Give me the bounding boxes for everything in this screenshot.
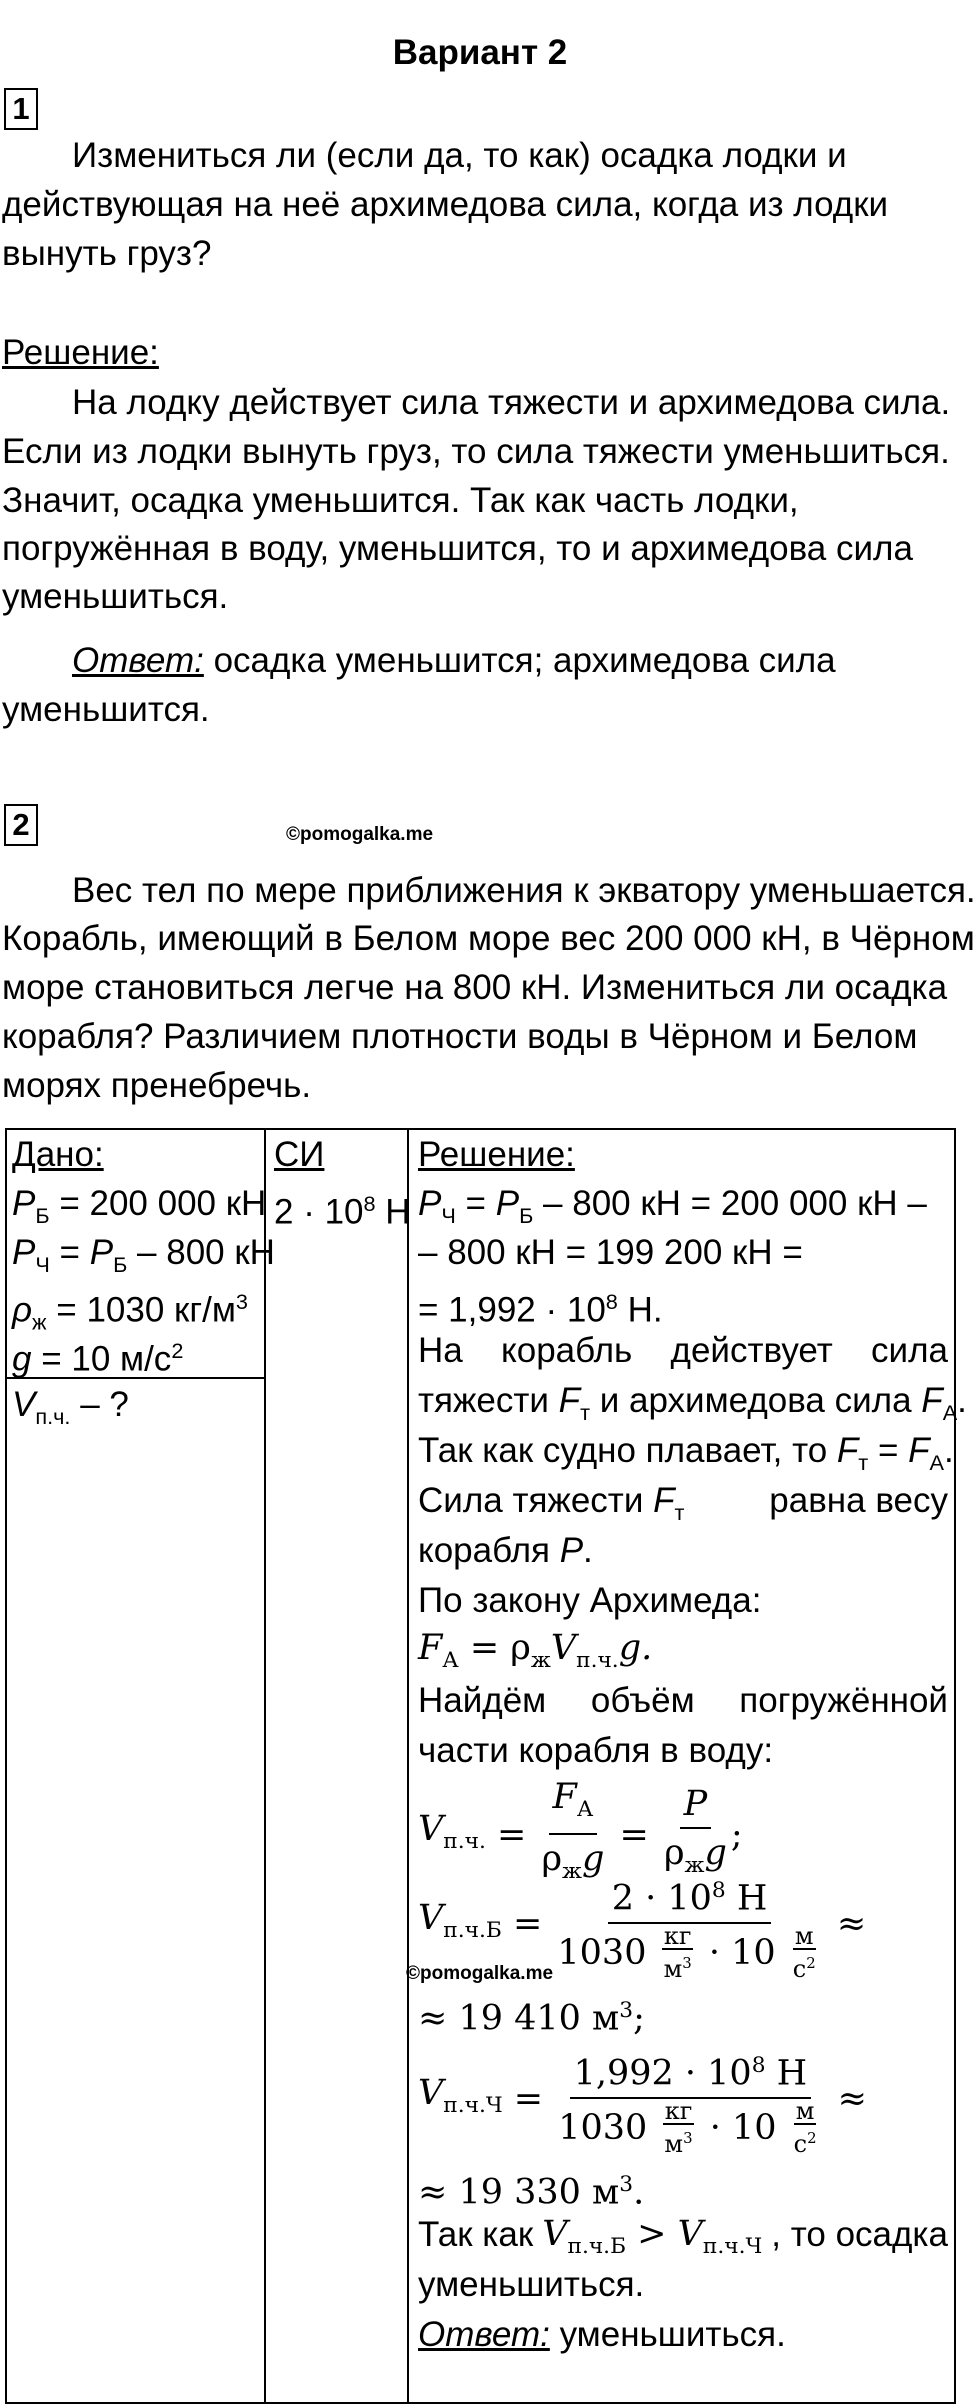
volume-white-sea-formula: $V_{п.ч.Б}$ = $2 \cdot 10^8$ Н 1030 $\frac{кг}{м^3}$ · 10 $\frac{м}{с^2}$ ≈ [418,1868,866,1982]
fraction: $\frac{F_А}{\rho_жg}$ [537,1774,608,1896]
result-black-sea: ≈ 19 330 $м^3$. [418,2172,645,2213]
table-divider-1 [264,1130,266,2402]
conclusion-line: Так как $V_{п.ч.Б} > V_{п.ч.Ч}$ , то осадка [418,2214,948,2259]
task2-question-line1: Вес тел по мере приближения к экватору уменьшается. [72,871,976,910]
task2-question-line2: Корабль, имеющий в Белом море вес 200 000 кН, в Чёрном [2,919,975,958]
task2-answer [418,2310,786,2359]
solution-line: = $1,992 \cdot 10^8$ Н. [418,1289,663,1330]
task1-answer-label: Ответ: [72,641,204,680]
solution-line: Сила тяжести $F_т$ равна весу [418,1481,948,1525]
task2-question-line4: корабля? Различием плотности воды в Чёрном и Белом [2,1017,918,1056]
task1-question-line1: Измениться ли (если да, то как) осадка лодки и [72,136,847,175]
si-label: СИ [274,1135,325,1174]
solution-line: тяжести $F_т$ и архимедова сила $F_А$. [418,1381,967,1425]
task2-answer-text: уменьшиться. [549,2315,786,2354]
watermark: ©pomogalka.me [286,824,434,845]
task-number-2: 2 [4,804,38,846]
task1-question-line2: действующая на неё архимедова сила, когда из лодки [2,185,889,224]
solution-line: корабля P. [418,1531,593,1570]
volume-black-sea-formula: $V_{п.ч.Ч}$ = $1,992 \cdot 10^8$ Н 1030 $\frac{кг}{м^3}$ · 10 $\frac{м}{с^2}$ ≈ [418,2043,867,2157]
fraction: $\frac{P}{\rho_жg}$ [660,1781,731,1890]
task1-solution-line1: На лодку действует сила тяжести и архимедова сила. [72,383,951,422]
page-title: Вариант 2 [392,33,568,72]
find-item: $V_{п.ч.}$ – ? [12,1385,129,1429]
given-label: Дано: [12,1135,104,1174]
solution-line: – 800 кН = 199 200 кН = [418,1233,803,1272]
task1-solution-line5: уменьшиться. [2,577,229,616]
task2-question-line3: море становиться легче на 800 кН. Измениться ли осадка [2,968,948,1007]
solution-line: $P_Ч = P_Б - 800$ кН = 200 000 кН – [418,1184,927,1228]
task1-solution-line4: погружённая в воду, уменьшится, то и архимедова сила [2,529,913,568]
solution-line: части корабля в воду: [418,1731,774,1770]
task1-answer-line2: уменьшится. [2,690,210,729]
result-white-sea: ≈ 19 410 $м^3$; [418,1998,645,2039]
conclusion-line2: уменьшиться. [418,2265,645,2304]
task2-question-line5: морях пренебречь. [2,1066,312,1105]
solution-label: Решение: [418,1135,575,1174]
task1-solution-line3: Значит, осадка уменьшится. Так как часть лодки, [2,481,799,520]
watermark: ©pomogalka.me [406,1963,554,1984]
task1-answer-text: осадка уменьшится; архимедова сила [203,641,836,680]
task1-solution-line2: Если из лодки вынуть груз, то сила тяжести уменьшиться. [2,432,950,471]
solution-line: На корабль действует сила [418,1331,948,1370]
task1-answer [72,636,836,685]
given-item: g = 10 $м/с^2$ [12,1338,184,1379]
solution-line: Так как судно плавает, то $F_т = F_А$. [418,1431,954,1475]
solution-line: Найдём объём погружённой [418,1681,948,1720]
task1-solution-label: Решение: [2,333,159,372]
fraction: $2 \cdot 10^8$ Н 1030 $\frac{кг}{м^3}$ · 10 $\frac{м}{с^2}$ [553,1868,825,1982]
given-item: $\rho_ж = 1030$ $кг/м^3$ [12,1289,248,1335]
volume-formula: $V_{п.ч.}$ = $\frac{F_А}{\rho_жg}$ = $\frac{P}{\rho_жg}$ ; [418,1774,743,1896]
table-divider-2 [407,1130,409,2402]
task-number-1: 1 [4,88,38,130]
given-item: $P_Ч = P_Б - 800$ кН [12,1233,275,1277]
given-item: $P_Б = 200$ 000 кН [12,1184,267,1228]
si-value: $2 \cdot 10^8$ Н [274,1191,411,1232]
archimedes-formula: $F_А = \rho_жV_{п.ч.}g$. [418,1628,653,1673]
task2-answer-label: Ответ: [418,2315,550,2354]
fraction: $1,992 \cdot 10^8$ Н 1030 $\frac{кг}{м^3}$ · 10 $\frac{м}{с^2}$ [554,2043,826,2157]
solution-line: По закону Архимеда: [418,1581,762,1620]
task1-question-line3: вынуть груз? [2,234,212,273]
